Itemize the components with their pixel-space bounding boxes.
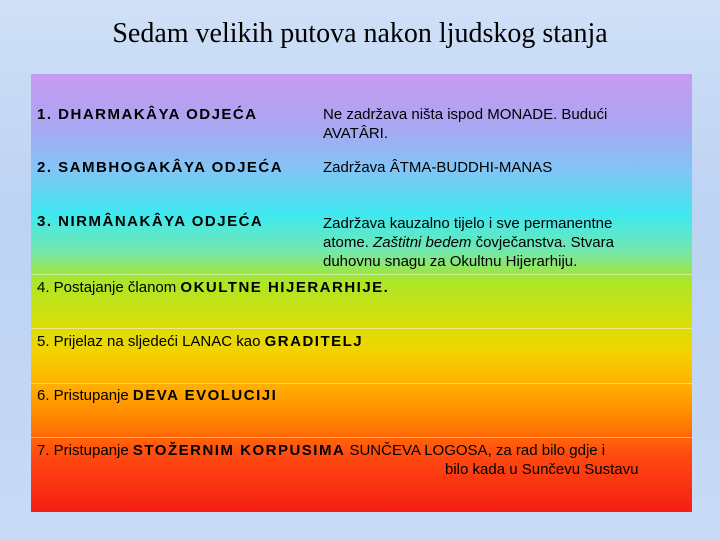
path-2-label: 2. SAMBHOGAKÂYA ODJEĆA [37,159,284,176]
text-span: čovječanstva. Stvara [471,234,614,251]
path-1-label: 1. DHARMAKÂYA ODJEĆA [37,106,258,123]
caps-span: STOŽERNIM KORPUSIMA [132,442,346,459]
caps-span: GRADITELJ [264,333,364,350]
divider [31,437,692,438]
path-3-label: 3. NIRMÂNAKÂYA ODJEĆA [37,213,264,230]
divider [31,328,692,329]
text-span: 6. Pristupanje [37,387,133,404]
text-span: SUNČEVA LOGOSA, za rad bilo gdje i [345,442,606,459]
emphasis-span: Zaštitni bedem [373,234,472,251]
divider [31,274,692,275]
path-1-description-line1: Ne zadržava ništa ispod MONADE. Budući [323,106,608,123]
path-4-text [37,279,389,297]
path-1-description-line2: AVATÂRI. [323,125,389,142]
caps-span: DEVA EVOLUCIJI [132,387,278,404]
path-7-text-line1 [37,442,605,460]
path-3-description-line3: duhovnu snagu za Okultnu Hijerarhiju. [323,253,578,270]
path-6-text [37,387,277,405]
text-span: 4. Postajanje članom [37,279,181,296]
path-5-text [37,333,363,351]
path-2-description: Zadržava ÂTMA-BUDDHI-MANAS [323,159,553,176]
path-3-description-line2 [323,234,614,252]
text-span: 5. Prijelaz na sljedeći LANAC kao [37,333,265,350]
divider [31,383,692,384]
text-span: atome. [323,234,374,251]
path-3-description-line1: Zadržava kauzalno tijelo i sve permanentne [323,215,613,232]
caps-span: OKULTNE HIJERARHIJE. [180,279,390,296]
path-7-text-line2: bilo kada u Sunčevu Sustavu [445,461,639,478]
slide-title: Sedam velikih putova nakon ljudskog stanja [112,18,608,49]
text-span: 7. Pristupanje [37,442,133,459]
